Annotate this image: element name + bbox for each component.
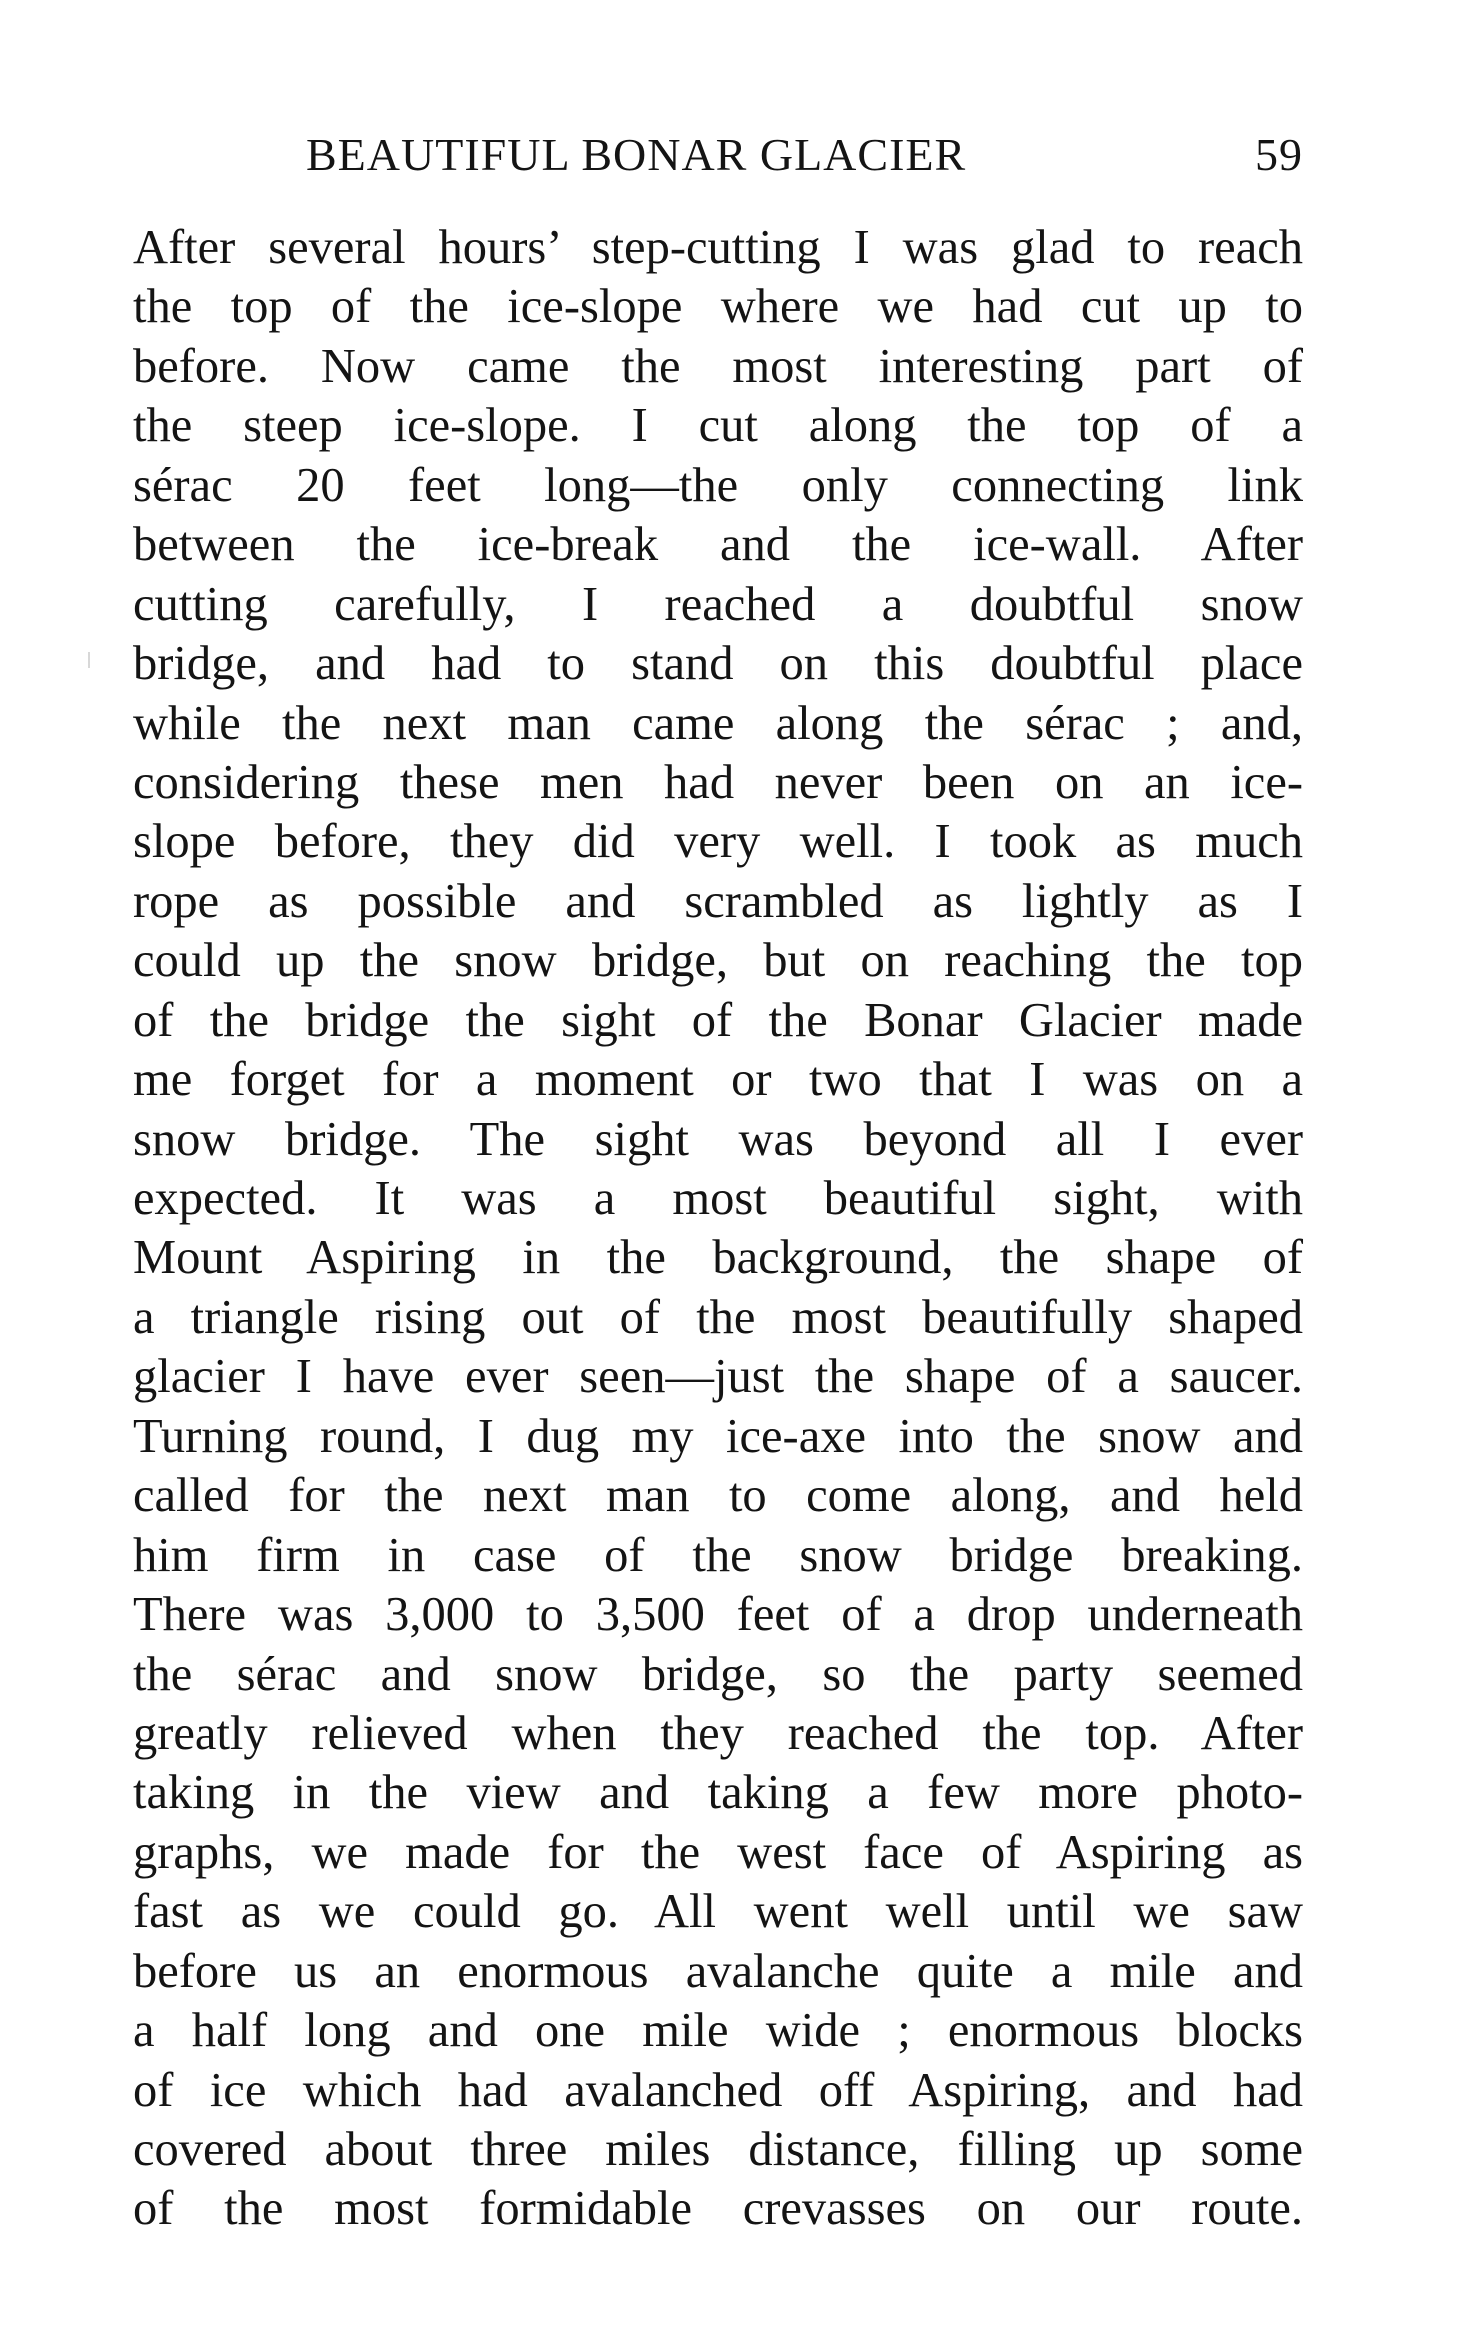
- text-line: fast as we could go. All went well until we saw: [133, 1885, 1303, 1939]
- text-line: glacier I have ever seen—just the shape of a saucer.: [133, 1350, 1303, 1404]
- running-head: [133, 128, 1303, 188]
- text-line: a half long and one mile wide ; enormous blocks: [133, 2004, 1303, 2058]
- body-text: [133, 218, 1303, 2239]
- text-line: the steep ice-slope. I cut along the top of a: [133, 399, 1303, 453]
- text-line: cutting carefully, I reached a doubtful snow: [133, 577, 1303, 631]
- text-line: taking in the view and taking a few more photo-: [133, 1766, 1303, 1820]
- text-line: before. Now came the most interesting part of: [133, 339, 1303, 393]
- text-line: of the most formidable crevasses on our route.: [133, 2182, 1303, 2236]
- text-line: considering these men had never been on an ice-: [133, 755, 1303, 809]
- text-line: while the next man came along the sérac ; and,: [133, 696, 1303, 750]
- text-line: greatly relieved when they reached the top. After: [133, 1706, 1303, 1760]
- text-line: between the ice-break and the ice-wall. After: [133, 518, 1303, 572]
- text-line: covered about three miles distance, filling up some: [133, 2123, 1303, 2176]
- text-line: the top of the ice-slope where we had cut up to: [133, 280, 1303, 334]
- running-title: BEAUTIFUL BONAR GLACIER: [306, 129, 967, 180]
- text-line: sérac 20 feet long—the only connecting link: [133, 458, 1303, 512]
- text-line: expected. It was a most beautiful sight, with: [133, 1172, 1303, 1225]
- text-line: rope as possible and scrambled as lightly as I: [133, 874, 1303, 928]
- text-line: the sérac and snow bridge, so the party seemed: [133, 1647, 1303, 1701]
- text-line: snow bridge. The sight was beyond all I ever: [133, 1112, 1303, 1166]
- text-line: bridge, and had to stand on this doubtful place: [133, 637, 1303, 691]
- text-line: Mount Aspiring in the background, the shape of: [133, 1231, 1303, 1285]
- text-line: a triangle rising out of the most beautifully shaped: [133, 1290, 1303, 1344]
- text-line: called for the next man to come along, and held: [133, 1469, 1303, 1523]
- text-line: of the bridge the sight of the Bonar Glacier made: [133, 993, 1303, 1047]
- text-line: There was 3,000 to 3,500 feet of a drop underneath: [133, 1588, 1303, 1642]
- text-line: me forget for a moment or two that I was on a: [133, 1053, 1303, 1107]
- text-line: could up the snow bridge, but on reaching the top: [133, 934, 1303, 988]
- margin-mark: [88, 652, 90, 668]
- page-number: 59: [1255, 129, 1303, 180]
- text-line: of ice which had avalanched off Aspiring, and had: [133, 2063, 1303, 2117]
- text-line: him firm in case of the snow bridge breaking.: [133, 1528, 1303, 1582]
- text-line: graphs, we made for the west face of Aspiring as: [133, 1825, 1303, 1879]
- text-line: slope before, they did very well. I took as much: [133, 815, 1303, 869]
- text-line: Turning round, I dug my ice-axe into the snow and: [133, 1409, 1303, 1463]
- text-line: After several hours’ step-cutting I was glad to reach: [133, 221, 1303, 274]
- text-line: before us an enormous avalanche quite a mile and: [133, 1944, 1303, 1998]
